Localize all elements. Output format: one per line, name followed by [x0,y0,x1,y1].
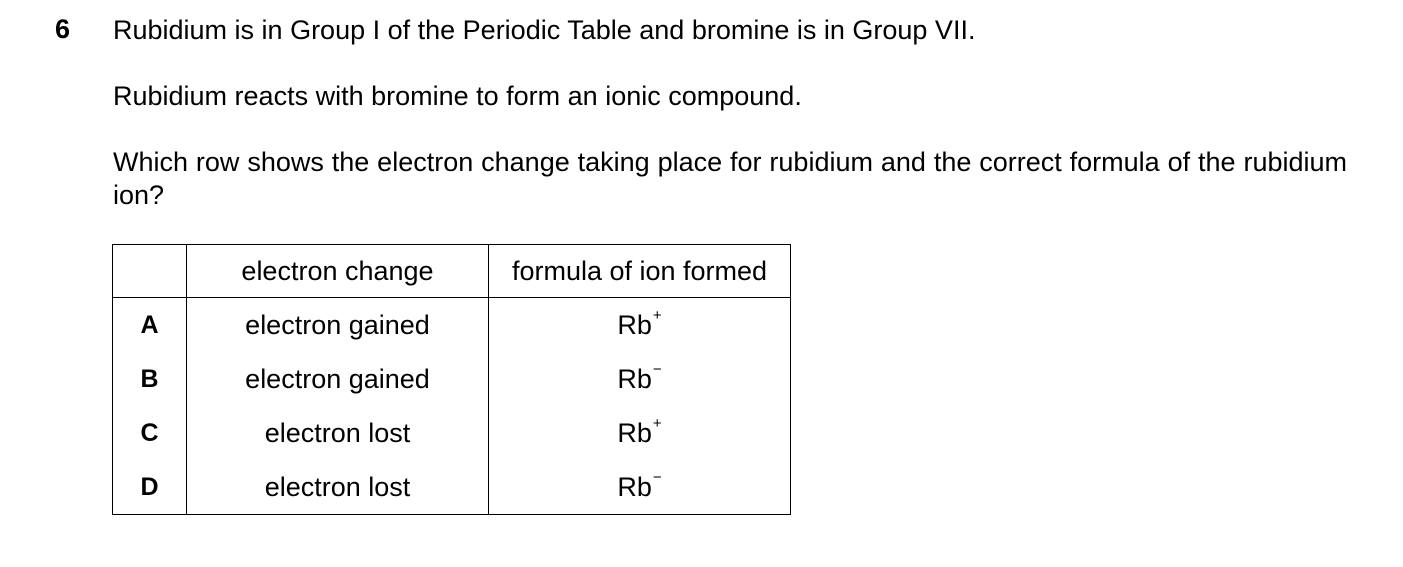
question-stem-line-1: Rubidium is in Group I of the Periodic Table and bromine is in Group VII. [113,15,976,45]
ion-charge: − [652,468,662,486]
electron-change-a: electron gained [187,298,489,353]
header-formula-of-ion: formula of ion formed [489,245,791,298]
ion-formula-c [489,406,791,460]
table-row-d[interactable] [113,460,791,515]
ion-symbol: Rb [617,417,652,448]
table-row-a[interactable] [113,298,791,353]
header-electron-change: electron change [187,245,489,298]
ion-symbol: Rb [617,363,652,394]
option-key-b: B [113,352,187,406]
ion-symbol: Rb [617,471,652,502]
ion-charge: + [652,306,662,324]
ion-charge: + [652,414,662,432]
header-key [113,245,187,298]
option-key-d: D [113,460,187,515]
answer-options-table [112,244,791,515]
table-row-c[interactable] [113,406,791,460]
question-prompt: Which row shows the electron change taking place for rubidium and the correct formula of the rubidium ion? [113,147,1347,210]
ion-formula-b [489,352,791,406]
option-key-c: C [113,406,187,460]
question-number: 6 [55,14,71,44]
table-row-b[interactable] [113,352,791,406]
electron-change-d: electron lost [187,460,489,515]
ion-symbol: Rb [617,309,652,340]
ion-formula-d [489,460,791,515]
electron-change-c: electron lost [187,406,489,460]
question-stem-line-2: Rubidium reacts with bromine to form an ionic compound. [113,81,802,111]
ion-charge: − [652,360,662,378]
electron-change-b: electron gained [187,352,489,406]
table-header-row [113,245,791,298]
option-key-a: A [113,298,187,353]
ion-formula-a [489,298,791,353]
